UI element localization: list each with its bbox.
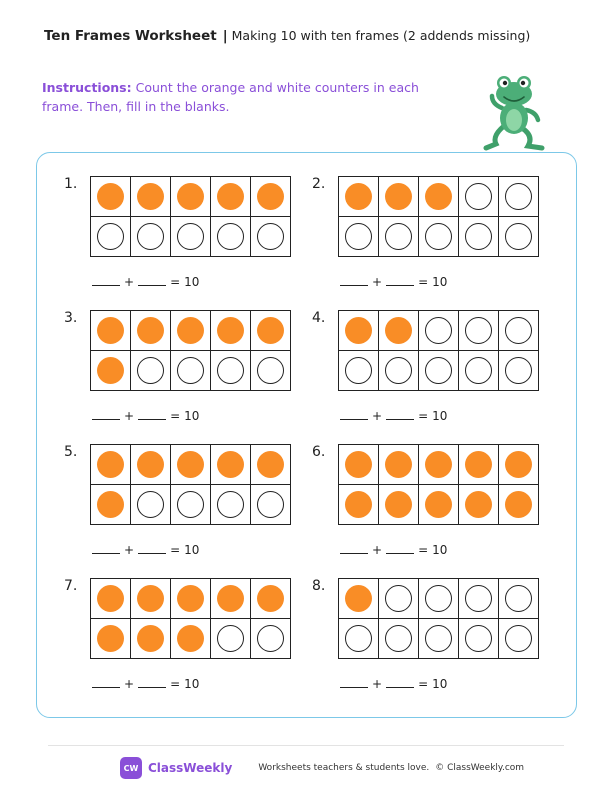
equals-sign: =: [418, 409, 429, 423]
orange-counter-icon: [505, 451, 532, 478]
ten-frame-cell: [171, 351, 211, 391]
problem-number: 4.: [312, 310, 326, 326]
white-counter-icon: [465, 317, 492, 344]
ten-frame-cell: [379, 485, 419, 525]
ten-frame-cell: [251, 485, 291, 525]
footer-brand: ClassWeekly: [148, 761, 233, 775]
orange-counter-icon: [345, 491, 372, 518]
ten-frame-cell: [459, 445, 499, 485]
instructions-text: Count the orange and white counters in each frame. Then, fill in the blanks.: [42, 80, 419, 114]
ten-frame: [90, 176, 291, 257]
ten-frame-cell: [499, 177, 539, 217]
orange-counter-icon: [385, 317, 412, 344]
answer-blank-2[interactable]: [138, 409, 166, 420]
white-counter-icon: [505, 223, 532, 250]
plus-sign: +: [372, 409, 383, 423]
equation-total: 10: [184, 543, 200, 557]
answer-blank-1[interactable]: [340, 275, 368, 286]
ten-frame-cell: [131, 579, 171, 619]
orange-counter-icon: [257, 451, 284, 478]
ten-frame-cell: [91, 485, 131, 525]
white-counter-icon: [425, 223, 452, 250]
plus-sign: +: [124, 409, 135, 423]
orange-counter-icon: [137, 625, 164, 652]
ten-frame-cell: [91, 351, 131, 391]
ten-frame: [338, 444, 539, 525]
ten-frame-cell: [379, 619, 419, 659]
white-counter-icon: [217, 625, 244, 652]
ten-frame-cell: [251, 351, 291, 391]
orange-counter-icon: [137, 183, 164, 210]
orange-counter-icon: [177, 585, 204, 612]
ten-frame-cell: [379, 351, 419, 391]
problem-8: [312, 578, 552, 712]
header-separator: |: [222, 28, 228, 44]
white-counter-icon: [425, 625, 452, 652]
ten-frame-cell: [211, 445, 251, 485]
equals-sign: =: [418, 543, 429, 557]
ten-frame-cell: [171, 445, 211, 485]
ten-frame-cell: [499, 579, 539, 619]
white-counter-icon: [465, 223, 492, 250]
orange-counter-icon: [257, 585, 284, 612]
ten-frame-cell: [419, 177, 459, 217]
white-counter-icon: [345, 625, 372, 652]
plus-sign: +: [124, 275, 135, 289]
plus-sign: +: [372, 543, 383, 557]
worksheet-header: [44, 28, 530, 44]
ten-frame-cell: [171, 579, 211, 619]
equation-total: 10: [184, 677, 200, 691]
ten-frame-cell: [251, 311, 291, 351]
ten-frame-cell: [459, 579, 499, 619]
orange-counter-icon: [137, 451, 164, 478]
ten-frame-cell: [171, 311, 211, 351]
ten-frame-cell: [499, 485, 539, 525]
orange-counter-icon: [97, 585, 124, 612]
equation: [340, 409, 447, 423]
ten-frame-cell: [379, 311, 419, 351]
equals-sign: =: [170, 275, 181, 289]
orange-counter-icon: [177, 451, 204, 478]
ten-frame-cell: [339, 351, 379, 391]
white-counter-icon: [257, 223, 284, 250]
ten-frame-cell: [339, 485, 379, 525]
ten-frame-cell: [131, 177, 171, 217]
white-counter-icon: [425, 585, 452, 612]
white-counter-icon: [257, 357, 284, 384]
ten-frame-cell: [91, 445, 131, 485]
answer-blank-1[interactable]: [340, 409, 368, 420]
white-counter-icon: [385, 223, 412, 250]
answer-blank-2[interactable]: [138, 275, 166, 286]
equation-total: 10: [184, 275, 200, 289]
ten-frame: [90, 578, 291, 659]
white-counter-icon: [217, 223, 244, 250]
answer-blank-1[interactable]: [340, 677, 368, 688]
white-counter-icon: [385, 585, 412, 612]
orange-counter-icon: [465, 491, 492, 518]
white-counter-icon: [177, 357, 204, 384]
white-counter-icon: [97, 223, 124, 250]
white-counter-icon: [505, 585, 532, 612]
answer-blank-1[interactable]: [92, 543, 120, 554]
ten-frame-cell: [171, 217, 211, 257]
orange-counter-icon: [425, 183, 452, 210]
ten-frame-cell: [419, 485, 459, 525]
orange-counter-icon: [385, 491, 412, 518]
ten-frame-cell: [211, 217, 251, 257]
equation-total: 10: [184, 409, 200, 423]
equation: [340, 677, 447, 691]
orange-counter-icon: [97, 317, 124, 344]
ten-frame-cell: [339, 311, 379, 351]
ten-frame-cell: [459, 217, 499, 257]
orange-counter-icon: [97, 183, 124, 210]
orange-counter-icon: [97, 625, 124, 652]
orange-counter-icon: [217, 585, 244, 612]
ten-frame-cell: [251, 217, 291, 257]
ten-frame: [338, 578, 539, 659]
ten-frame-cell: [379, 217, 419, 257]
answer-blank-1[interactable]: [92, 677, 120, 688]
white-counter-icon: [137, 223, 164, 250]
white-counter-icon: [177, 491, 204, 518]
answer-blank-1[interactable]: [92, 409, 120, 420]
equation-total: 10: [432, 409, 448, 423]
plus-sign: +: [372, 275, 383, 289]
orange-counter-icon: [385, 451, 412, 478]
ten-frame-cell: [419, 579, 459, 619]
orange-counter-icon: [177, 625, 204, 652]
footer-copyright: © ClassWeekly.com: [435, 763, 525, 773]
footer-divider: [48, 745, 564, 746]
white-counter-icon: [217, 357, 244, 384]
white-counter-icon: [345, 357, 372, 384]
ten-frame-cell: [91, 217, 131, 257]
ten-frame-cell: [171, 177, 211, 217]
problem-7: [64, 578, 304, 712]
problem-number: 5.: [64, 444, 78, 460]
problem-1: [64, 176, 304, 310]
orange-counter-icon: [257, 183, 284, 210]
orange-counter-icon: [345, 183, 372, 210]
equals-sign: =: [418, 677, 429, 691]
orange-counter-icon: [217, 183, 244, 210]
problem-5: [64, 444, 304, 578]
white-counter-icon: [137, 491, 164, 518]
orange-counter-icon: [97, 357, 124, 384]
problem-4: [312, 310, 552, 444]
ten-frame-cell: [251, 177, 291, 217]
equation-total: 10: [432, 543, 448, 557]
orange-counter-icon: [345, 585, 372, 612]
ten-frame-cell: [91, 311, 131, 351]
equals-sign: =: [418, 275, 429, 289]
equation-total: 10: [432, 275, 448, 289]
ten-frame-cell: [339, 579, 379, 619]
answer-blank-2[interactable]: [386, 677, 414, 688]
orange-counter-icon: [425, 491, 452, 518]
white-counter-icon: [257, 491, 284, 518]
ten-frame-cell: [379, 177, 419, 217]
footer-tagline: Worksheets teachers & students love.: [258, 763, 430, 773]
ten-frame-cell: [499, 311, 539, 351]
equation: [340, 543, 447, 557]
ten-frame-cell: [499, 217, 539, 257]
orange-counter-icon: [425, 451, 452, 478]
problem-number: 1.: [64, 176, 78, 192]
white-counter-icon: [177, 223, 204, 250]
ten-frame-cell: [339, 445, 379, 485]
white-counter-icon: [217, 491, 244, 518]
answer-blank-2[interactable]: [386, 543, 414, 554]
problem-3: [64, 310, 304, 444]
ten-frame-cell: [419, 445, 459, 485]
ten-frame-cell: [131, 445, 171, 485]
orange-counter-icon: [137, 585, 164, 612]
answer-blank-1[interactable]: [340, 543, 368, 554]
ten-frame-cell: [499, 619, 539, 659]
orange-counter-icon: [177, 183, 204, 210]
ten-frame-cell: [459, 619, 499, 659]
equation-total: 10: [432, 677, 448, 691]
equation: [92, 275, 199, 289]
ten-frame-cell: [131, 351, 171, 391]
problem-number: 6.: [312, 444, 326, 460]
ten-frame: [90, 444, 291, 525]
footer: [120, 757, 524, 779]
white-counter-icon: [465, 585, 492, 612]
ten-frame-cell: [91, 579, 131, 619]
ten-frame-cell: [211, 311, 251, 351]
ten-frame-cell: [419, 311, 459, 351]
problem-6: [312, 444, 552, 578]
white-counter-icon: [385, 357, 412, 384]
ten-frame-cell: [211, 177, 251, 217]
orange-counter-icon: [217, 317, 244, 344]
ten-frame-cell: [131, 485, 171, 525]
orange-counter-icon: [505, 491, 532, 518]
orange-counter-icon: [137, 317, 164, 344]
ten-frame-cell: [419, 619, 459, 659]
orange-counter-icon: [345, 317, 372, 344]
white-counter-icon: [505, 357, 532, 384]
classweekly-logo-icon: CW: [120, 757, 142, 779]
orange-counter-icon: [385, 183, 412, 210]
answer-blank-1[interactable]: [92, 275, 120, 286]
ten-frame-cell: [459, 351, 499, 391]
ten-frame: [338, 310, 539, 391]
ten-frame-cell: [131, 311, 171, 351]
problem-number: 2.: [312, 176, 326, 192]
instructions: [42, 78, 422, 116]
plus-sign: +: [124, 677, 135, 691]
frog-mascot-icon: [478, 70, 550, 154]
equals-sign: =: [170, 409, 181, 423]
white-counter-icon: [465, 183, 492, 210]
white-counter-icon: [425, 317, 452, 344]
ten-frame-cell: [251, 619, 291, 659]
ten-frame-cell: [211, 351, 251, 391]
answer-blank-2[interactable]: [386, 409, 414, 420]
white-counter-icon: [465, 625, 492, 652]
orange-counter-icon: [97, 451, 124, 478]
ten-frame-cell: [171, 485, 211, 525]
problem-number: 8.: [312, 578, 326, 594]
ten-frame-cell: [459, 177, 499, 217]
ten-frame-cell: [379, 445, 419, 485]
white-counter-icon: [345, 223, 372, 250]
problem-number: 3.: [64, 310, 78, 326]
orange-counter-icon: [345, 451, 372, 478]
answer-blank-2[interactable]: [138, 677, 166, 688]
equation: [92, 409, 199, 423]
orange-counter-icon: [97, 491, 124, 518]
plus-sign: +: [124, 543, 135, 557]
worksheet-subtitle: Making 10 with ten frames (2 addends missing): [231, 28, 531, 43]
white-counter-icon: [257, 625, 284, 652]
equation: [340, 275, 447, 289]
ten-frame-cell: [211, 619, 251, 659]
ten-frame-cell: [91, 619, 131, 659]
equation: [92, 543, 199, 557]
ten-frame-cell: [379, 579, 419, 619]
white-counter-icon: [385, 625, 412, 652]
problem-number: 7.: [64, 578, 78, 594]
ten-frame-cell: [419, 351, 459, 391]
ten-frame-cell: [251, 445, 291, 485]
ten-frame-cell: [131, 619, 171, 659]
ten-frame-cell: [499, 445, 539, 485]
ten-frame-cell: [91, 177, 131, 217]
ten-frame-cell: [339, 619, 379, 659]
instructions-label: Instructions:: [42, 80, 132, 95]
orange-counter-icon: [217, 451, 244, 478]
orange-counter-icon: [257, 317, 284, 344]
white-counter-icon: [505, 625, 532, 652]
ten-frame-cell: [459, 311, 499, 351]
ten-frame-cell: [499, 351, 539, 391]
answer-blank-2[interactable]: [386, 275, 414, 286]
equals-sign: =: [170, 677, 181, 691]
problem-2: [312, 176, 552, 310]
white-counter-icon: [465, 357, 492, 384]
ten-frame-cell: [339, 217, 379, 257]
orange-counter-icon: [177, 317, 204, 344]
ten-frame-cell: [251, 579, 291, 619]
equation: [92, 677, 199, 691]
ten-frame-cell: [131, 217, 171, 257]
ten-frame-cell: [211, 579, 251, 619]
worksheet-title: Ten Frames Worksheet: [44, 28, 217, 44]
ten-frame-cell: [419, 217, 459, 257]
white-counter-icon: [137, 357, 164, 384]
ten-frame-cell: [171, 619, 211, 659]
ten-frame-cell: [339, 177, 379, 217]
ten-frame: [90, 310, 291, 391]
answer-blank-2[interactable]: [138, 543, 166, 554]
ten-frame-cell: [459, 485, 499, 525]
plus-sign: +: [372, 677, 383, 691]
ten-frame: [338, 176, 539, 257]
orange-counter-icon: [465, 451, 492, 478]
white-counter-icon: [505, 183, 532, 210]
white-counter-icon: [425, 357, 452, 384]
equals-sign: =: [170, 543, 181, 557]
white-counter-icon: [505, 317, 532, 344]
ten-frame-cell: [211, 485, 251, 525]
